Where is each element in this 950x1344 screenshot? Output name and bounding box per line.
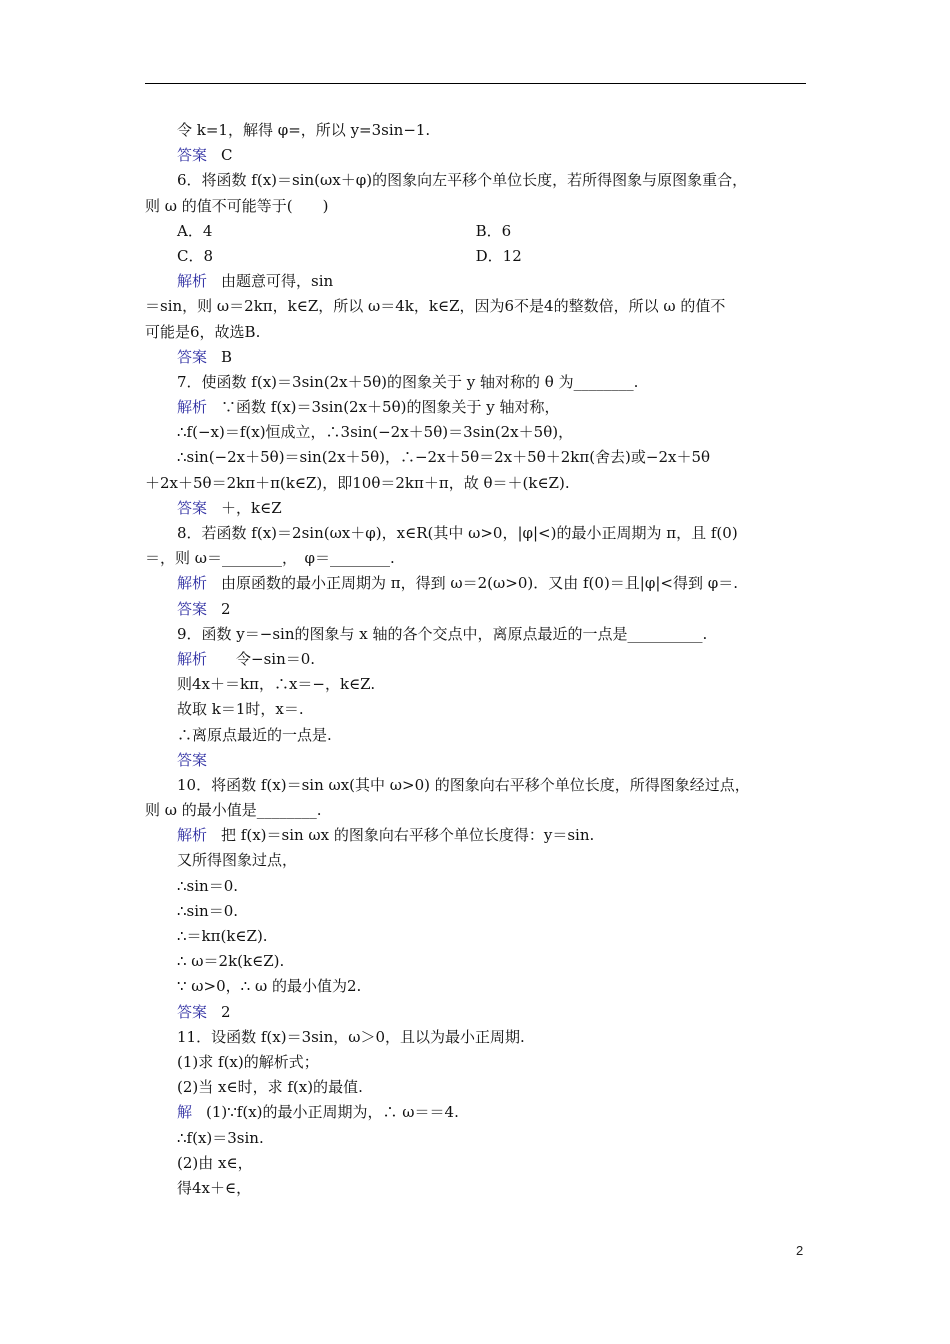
labeled-line (145, 571, 806, 596)
text-line: ∴离原点最近的一点是. (177, 725, 332, 744)
text-line: (2)当 x∈时，求 f(x)的最值. (177, 1078, 363, 1097)
text-line: 则4x＋＝kπ，∴x＝−，k∈Z. (177, 675, 376, 694)
text-line: 8．若函数 f(x)＝2sin(ωx＋φ)，x∈R(其中 ω>0，|φ|<)的最小正周期为 π，且 f(0) (177, 524, 738, 542)
text-line: 则 ω 的最小值是________. (145, 801, 322, 820)
text-line: ∴ ω＝2k(k∈Z). (177, 952, 285, 971)
line-text: 把 f(x)＝sin ωx 的图象向右平移个单位长度得：y＝sin. (221, 826, 595, 845)
section-label: 解析 (177, 574, 208, 593)
section-label: 答案 (177, 498, 208, 517)
choice-row (145, 219, 806, 244)
text-line: 则 ω 的值不可能等于( ) (145, 196, 329, 215)
page-number: 2 (796, 1243, 804, 1258)
text-line: (2)由 x∈， (177, 1153, 253, 1172)
line-text: 由题意可得，sin (221, 272, 334, 291)
text-line: ∴sin＝0. (177, 901, 239, 920)
section-label: 答案 (177, 750, 208, 769)
text-line: ∴f(x)＝3sin. (177, 1128, 264, 1147)
labeled-line (145, 823, 806, 848)
line-text: 2 (221, 599, 231, 618)
section-label: 答案 (177, 146, 208, 165)
section-label: 解 (177, 1103, 193, 1122)
line-text: 由原函数的最小正周期为 π，得到 ω＝2(ω>0)．又由 f(0)＝且|φ|<得到 φ＝. (221, 574, 739, 593)
labeled-line (145, 395, 806, 420)
labeled-line (145, 1000, 806, 1025)
line-text: (1)∵f(x)的最小正周期为，∴ ω＝＝4. (206, 1103, 459, 1122)
line-text: 2 (221, 1002, 231, 1021)
section-label: 解析 (177, 398, 208, 417)
section-label: 解析 (177, 649, 208, 668)
text-line: 11．设函数 f(x)＝3sin，ω＞0，且以为最小正周期. (177, 1027, 525, 1046)
line-text: 令−sin＝0. (221, 649, 316, 668)
choice-option: B．6 (475, 221, 512, 240)
text-line: 7．使函数 f(x)＝3sin(2x＋5θ)的图象关于 y 轴对称的 θ 为________. (177, 372, 639, 391)
section-label: 解析 (177, 826, 208, 845)
labeled-line (145, 496, 806, 521)
text-line: ∴sin＝0. (177, 876, 239, 895)
text-line: 9．函数 y＝−sin的图象与 x 轴的各个交点中，离原点最近的一点是__________. (177, 624, 708, 643)
line-text: ＋，k∈Z (221, 498, 282, 517)
section-label: 答案 (177, 347, 208, 366)
labeled-line (145, 143, 806, 168)
choice-option: D．12 (475, 246, 522, 265)
choice-option: C．8 (177, 246, 214, 265)
line-text: C (221, 146, 233, 165)
header-rule (145, 83, 806, 84)
text-line: ∴sin(−2x＋5θ)＝sin(2x＋5θ)，∴−2x＋5θ＝2x＋5θ＋2kπ(舍去)或−2x＋5θ (177, 448, 711, 467)
section-label: 答案 (177, 599, 208, 618)
text-line: ∴＝kπ(k∈Z). (177, 927, 268, 945)
text-line: 又所得图象过点， (177, 851, 298, 870)
text-line: 6．将函数 f(x)＝sin(ωx＋φ)的图象向左平移个单位长度，若所得图象与原图象重合， (177, 171, 748, 190)
text-line: 可能是6，故选B. (145, 322, 261, 341)
section-label: 解析 (177, 272, 208, 291)
text-line: 令 k=1，解得 φ=，所以 y=3sin−1. (177, 121, 431, 139)
labeled-line (145, 597, 806, 622)
text-line: 得4x＋∈， (177, 1178, 252, 1197)
text-line: ＝，则 ω＝________， φ＝________. (145, 549, 395, 568)
text-line: (1)求 f(x)的解析式； (177, 1052, 319, 1071)
text-line: ∴f(−x)＝f(x)恒成立，∴3sin(−2x＋5θ)＝3sin(2x＋5θ)， (177, 423, 574, 442)
labeled-line (145, 269, 806, 294)
text-line: 10．将函数 f(x)＝sin ωx(其中 ω>0) 的图象向右平移个单位长度，所得图象经过点， (177, 775, 750, 794)
section-label: 答案 (177, 1002, 208, 1021)
line-text: B (221, 347, 233, 366)
text-line: ∵ ω>0，∴ ω 的最小值为2. (177, 977, 362, 996)
labeled-line (145, 748, 806, 773)
text-line: ＝sin，则 ω＝2kπ，k∈Z，所以 ω＝4k，k∈Z，因为6不是4的整数倍，所以 ω 的值不 (145, 297, 726, 316)
choice-row (145, 244, 806, 269)
text-line: ＋2x＋5θ＝2kπ＋π(k∈Z)，即10θ＝2kπ＋π，故 θ＝＋(k∈Z). (145, 473, 570, 492)
labeled-line (145, 345, 806, 370)
labeled-line (145, 1100, 806, 1125)
labeled-line (145, 647, 806, 672)
text-line: 故取 k＝1时，x＝. (177, 700, 304, 719)
document-body (145, 118, 806, 1201)
choice-option: A．4 (177, 221, 213, 240)
line-text: ∵函数 f(x)＝3sin(2x＋5θ)的图象关于 y 轴对称， (221, 398, 560, 417)
